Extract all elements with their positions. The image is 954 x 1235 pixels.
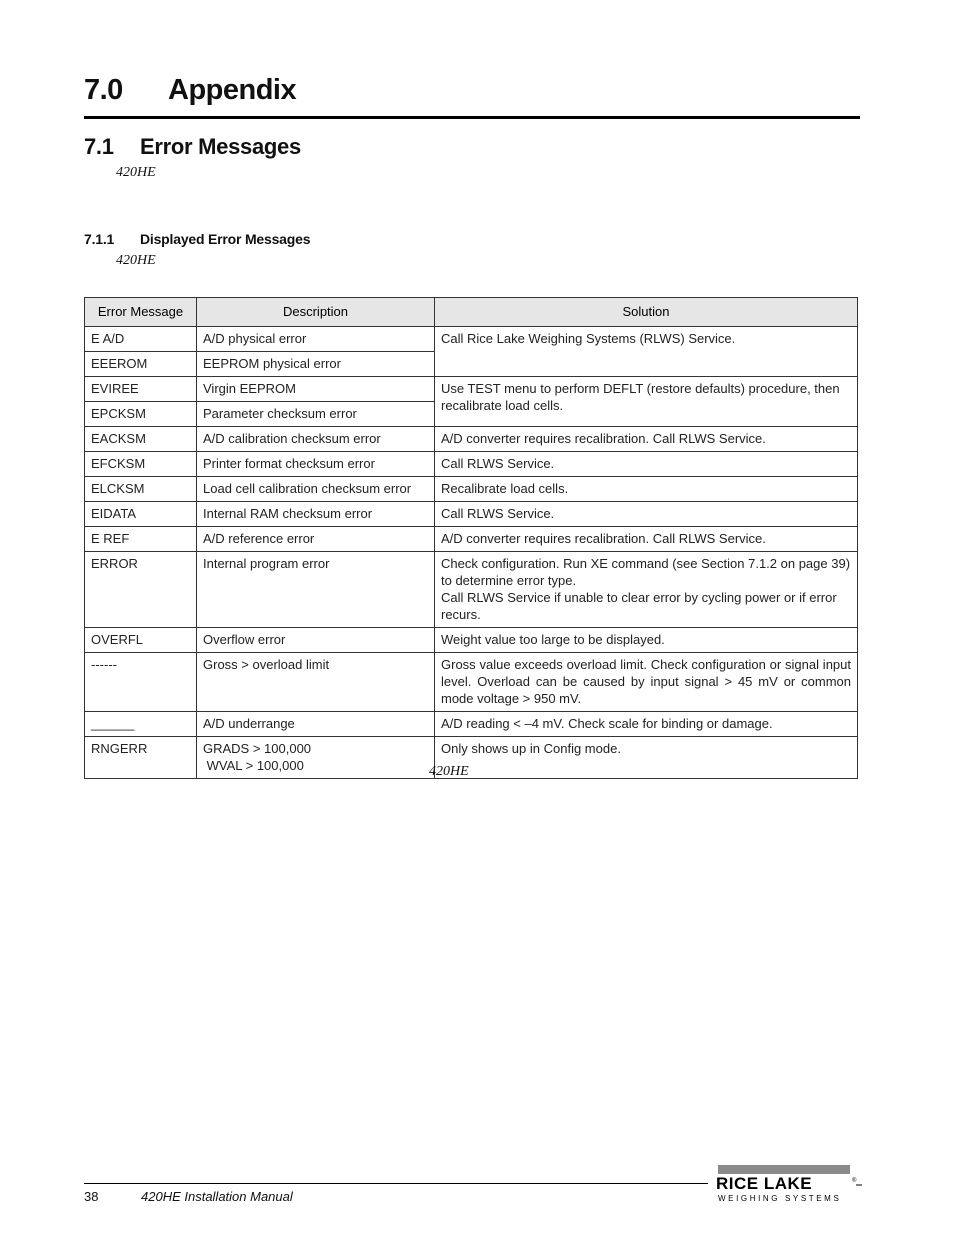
error-description: Parameter checksum error: [197, 402, 435, 427]
error-description: Internal RAM checksum error: [197, 502, 435, 527]
error-code: RNGERR: [85, 737, 197, 779]
error-code: ELCKSM: [85, 477, 197, 502]
table-row: [85, 327, 858, 352]
error-solution: Recalibrate load cells.: [435, 477, 858, 502]
manual-title: 420HE Installation Manual: [141, 1189, 293, 1204]
error-description: [197, 737, 435, 779]
logo-bar: [718, 1165, 850, 1174]
logo-brand-text: RICE LAKE: [716, 1174, 813, 1193]
header-solution: Solution: [435, 298, 858, 327]
description-line: GRADS > 100,000: [203, 741, 312, 756]
error-solution: Gross value exceeds overload limit. Check configuration or signal input level. Overload can be caused by input signal > 45 mV or common mode voltage > 950 mV.: [435, 653, 858, 712]
error-code: EFCKSM: [85, 452, 197, 477]
subsection-title: Error Messages: [140, 134, 301, 159]
solution-line: Check configuration. Run XE command (see Section 7.1.2 on page 39) to determine error type.: [441, 556, 851, 588]
section-title: Appendix: [168, 74, 297, 106]
table-row: [85, 712, 858, 737]
footer-rule: [84, 1183, 708, 1184]
rice-lake-logo: [712, 1165, 862, 1205]
error-description: EEPROM physical error: [197, 352, 435, 377]
error-solution: Weight value too large to be displayed.: [435, 628, 858, 653]
page-number: 38: [84, 1189, 99, 1204]
logo-tagline-text: WEIGHING SYSTEMS: [718, 1194, 842, 1203]
error-messages-table: [84, 297, 858, 779]
error-code: EPCKSM: [85, 402, 197, 427]
subsection-note: 420HE: [116, 165, 156, 180]
error-code: EIDATA: [85, 502, 197, 527]
section-number: 7.0: [84, 74, 123, 106]
table-row: [85, 628, 858, 653]
header-error-message: Error Message: [85, 298, 197, 327]
table-row: [85, 477, 858, 502]
error-description: Printer format checksum error: [197, 452, 435, 477]
subsubsection-number: 7.1.1: [84, 231, 115, 247]
error-code: E A/D: [85, 327, 197, 352]
error-description: A/D underrange: [197, 712, 435, 737]
solution-line: Call RLWS Service if unable to clear error by cycling power or if error recurs.: [441, 590, 837, 622]
error-description: Load cell calibration checksum error: [197, 477, 435, 502]
error-description: A/D physical error: [197, 327, 435, 352]
error-solution: Only shows up in Config mode.: [435, 737, 858, 779]
table-row: [85, 552, 858, 628]
error-code: EVIREE: [85, 377, 197, 402]
error-code: E REF: [85, 527, 197, 552]
header-description: Description: [197, 298, 435, 327]
error-description: Virgin EEPROM: [197, 377, 435, 402]
error-code: ------: [85, 653, 197, 712]
error-solution: A/D converter requires recalibration. Call RLWS Service.: [435, 527, 858, 552]
table-row: [85, 653, 858, 712]
error-code: EEEROM: [85, 352, 197, 377]
table-row: [85, 502, 858, 527]
error-solution: Use TEST menu to perform DEFLT (restore defaults) procedure, then recalibrate load cells.: [435, 377, 858, 427]
table-row: [85, 427, 858, 452]
error-solution: Call RLWS Service.: [435, 502, 858, 527]
table-row: [85, 527, 858, 552]
error-description: Gross > overload limit: [197, 653, 435, 712]
logo-registered-mark: ®: [852, 1178, 857, 1184]
error-code: ERROR: [85, 552, 197, 628]
error-description: A/D reference error: [197, 527, 435, 552]
table-header-row: [85, 298, 858, 327]
table-row: [85, 452, 858, 477]
subsection-number: 7.1: [84, 134, 114, 159]
table-caption: 420HE: [429, 764, 469, 779]
error-description: Internal program error: [197, 552, 435, 628]
error-code: ______: [85, 712, 197, 737]
description-line: WVAL > 100,000: [203, 758, 304, 773]
subsubsection-title: Displayed Error Messages: [140, 231, 311, 247]
table-row: [85, 737, 858, 779]
table-row: [85, 377, 858, 402]
error-code: OVERFL: [85, 628, 197, 653]
error-solution: Call RLWS Service.: [435, 452, 858, 477]
error-solution: A/D reading < –4 mV. Check scale for binding or damage.: [435, 712, 858, 737]
error-description: Overflow error: [197, 628, 435, 653]
error-code: EACKSM: [85, 427, 197, 452]
subsubsection-note: 420HE: [116, 253, 156, 268]
error-solution: [435, 552, 858, 628]
error-solution: A/D converter requires recalibration. Call RLWS Service.: [435, 427, 858, 452]
section-heading: [84, 70, 860, 119]
error-solution: Call Rice Lake Weighing Systems (RLWS) Service.: [435, 327, 858, 377]
error-description: A/D calibration checksum error: [197, 427, 435, 452]
